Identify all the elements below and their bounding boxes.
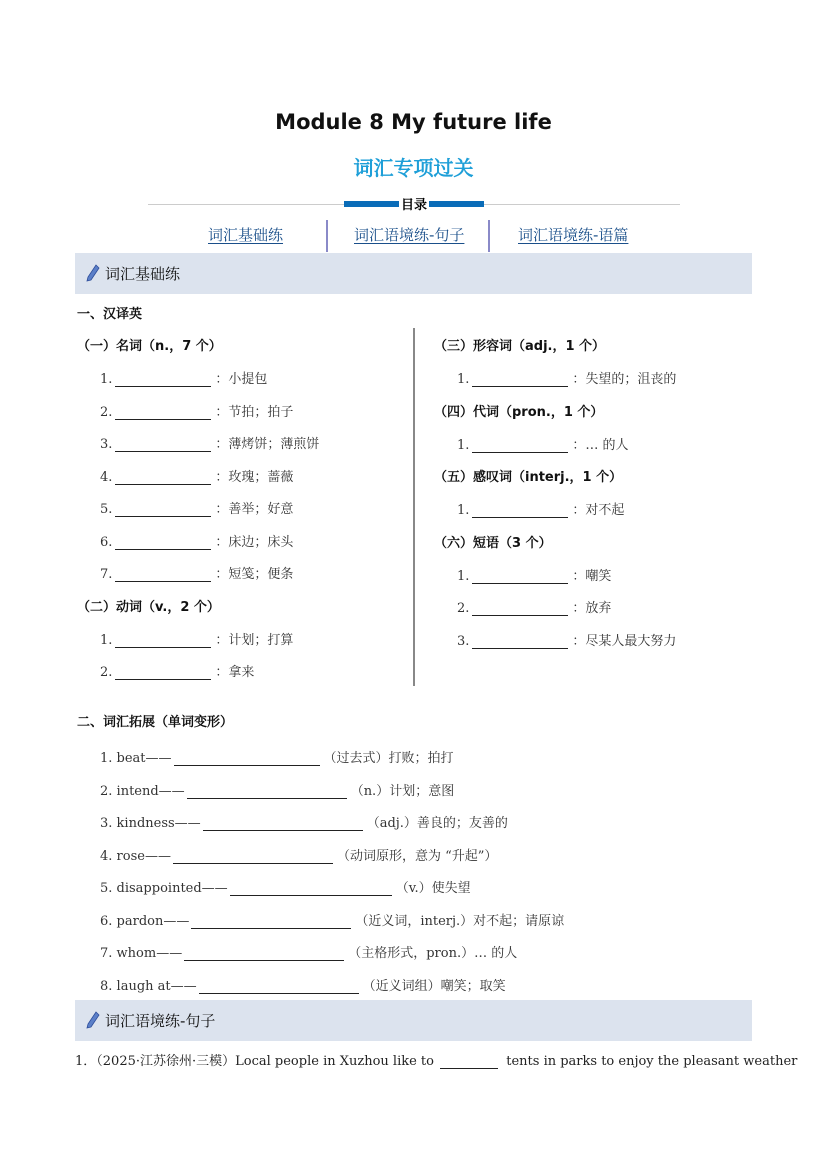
item-number: 3. xyxy=(100,437,113,452)
word-form-item xyxy=(100,845,497,864)
item-number: 3. xyxy=(457,633,470,649)
word-form-item xyxy=(100,910,564,929)
form-hint: （adj.）善良的；友善的 xyxy=(366,816,508,831)
answer-blank[interactable] xyxy=(115,372,211,387)
item-number: 7. xyxy=(100,567,113,582)
pen-icon xyxy=(86,1011,100,1029)
answer-blank[interactable] xyxy=(472,569,568,584)
colon: ： xyxy=(215,404,229,420)
answer-blank[interactable] xyxy=(230,881,392,896)
vocab-item xyxy=(100,661,254,680)
colon: ： xyxy=(215,534,229,550)
question-source: （2025·江苏徐州·三模） xyxy=(96,1054,236,1069)
category-heading: （二）动词（v.，2 个） xyxy=(77,599,220,615)
vocab-item xyxy=(100,563,293,582)
vocab-item xyxy=(100,531,293,550)
item-meaning: 失望的；沮丧的 xyxy=(585,372,677,387)
item-meaning: 对不起 xyxy=(585,503,625,518)
colon: ： xyxy=(572,503,586,518)
answer-blank[interactable] xyxy=(173,849,333,864)
answer-blank[interactable] xyxy=(440,1054,498,1069)
colon: ： xyxy=(215,469,229,485)
section-header-sentence xyxy=(75,1000,752,1041)
colon: ： xyxy=(572,601,586,616)
vocab-item xyxy=(457,368,676,387)
colon: ： xyxy=(215,437,229,452)
toc-separator xyxy=(326,220,328,252)
word-form-item xyxy=(100,812,508,831)
item-meaning: 放弃 xyxy=(585,601,612,616)
item-meaning: 计划；打算 xyxy=(228,632,294,648)
toc-bar-left xyxy=(344,201,400,207)
answer-blank[interactable] xyxy=(115,437,211,452)
vocab-item xyxy=(100,433,319,452)
answer-blank[interactable] xyxy=(115,665,211,680)
item-meaning: 小提包 xyxy=(228,372,268,387)
base-word: 4. rose—— xyxy=(100,848,171,864)
base-word: 2. intend—— xyxy=(100,783,185,799)
item-number: 1. xyxy=(100,632,113,648)
answer-blank[interactable] xyxy=(115,502,211,517)
colon: ： xyxy=(572,568,586,584)
answer-blank[interactable] xyxy=(184,946,344,961)
item-meaning: … 的人 xyxy=(585,437,629,453)
colon: ： xyxy=(572,633,586,649)
colon: ： xyxy=(215,502,229,517)
category-heading: （三）形容词（adj.，1 个） xyxy=(434,339,606,354)
form-hint: （v.）使失望 xyxy=(395,881,471,896)
word-form-item xyxy=(100,877,471,896)
item-meaning: 床边；床头 xyxy=(228,534,294,550)
document-title: Module 8 My future life xyxy=(275,110,552,134)
item-number: 1. xyxy=(457,372,470,387)
answer-blank[interactable] xyxy=(472,634,568,649)
part-heading: 一、汉译英 xyxy=(77,307,143,322)
document-subtitle: 词汇专项过关 xyxy=(353,156,474,180)
vocab-item xyxy=(100,401,293,420)
answer-blank[interactable] xyxy=(115,405,211,420)
vocab-item xyxy=(457,630,676,649)
answer-blank[interactable] xyxy=(203,816,363,831)
answer-blank[interactable] xyxy=(472,601,568,616)
item-meaning: 尽某人最大努力 xyxy=(585,633,677,649)
vocab-item xyxy=(457,597,611,616)
toc-bar-right xyxy=(428,201,484,207)
item-number: 2. xyxy=(100,404,113,420)
word-form-item xyxy=(100,975,506,994)
form-hint: （过去式）打败；拍打 xyxy=(323,751,454,766)
item-number: 1. xyxy=(457,503,470,518)
toc-link-basic[interactable]: 词汇基础练 xyxy=(208,226,284,244)
answer-blank[interactable] xyxy=(187,784,347,799)
answer-blank[interactable] xyxy=(191,914,351,929)
toc-link-passage[interactable]: 词汇语境练-语篇 xyxy=(518,226,629,244)
colon: ： xyxy=(215,372,229,387)
category-heading: （一）名词（n.，7 个） xyxy=(77,339,222,354)
part-heading: 二、词汇拓展（单词变形） xyxy=(77,715,234,730)
vocab-item xyxy=(100,498,293,517)
item-meaning: 善举；好意 xyxy=(228,502,294,517)
vocab-item xyxy=(457,499,624,518)
item-number: 1. xyxy=(457,437,470,453)
base-word: 1. beat—— xyxy=(100,751,172,766)
item-meaning: 嘲笑 xyxy=(585,568,612,584)
vocab-item xyxy=(457,565,611,584)
answer-blank[interactable] xyxy=(472,372,568,387)
base-word: 3. kindness—— xyxy=(100,816,201,831)
answer-blank[interactable] xyxy=(115,633,211,648)
item-meaning: 玫瑰；蔷薇 xyxy=(228,469,294,485)
category-heading: （六）短语（3 个） xyxy=(434,535,552,551)
toc-link-sentence[interactable]: 词汇语境练-句子 xyxy=(354,226,465,244)
colon: ： xyxy=(215,665,229,680)
colon: ： xyxy=(572,372,586,387)
question-text-before: Local people in Xuzhou like to xyxy=(235,1054,439,1069)
form-hint: （动词原形，意为 “升起”） xyxy=(336,848,498,864)
word-form-item xyxy=(100,747,454,766)
item-number: 2. xyxy=(457,601,470,616)
colon: ： xyxy=(215,632,229,648)
colon: ： xyxy=(572,437,586,453)
vocab-item xyxy=(457,434,629,453)
item-number: 1. xyxy=(457,568,470,584)
base-word: 6. pardon—— xyxy=(100,913,190,929)
answer-blank[interactable] xyxy=(115,535,211,550)
answer-blank[interactable] xyxy=(115,567,211,582)
category-heading: （五）感叹词（interj.，1 个） xyxy=(434,470,623,485)
section-header-basic xyxy=(75,253,752,294)
form-hint: （n.）计划；意图 xyxy=(350,783,455,799)
item-meaning: 节拍；拍子 xyxy=(228,404,294,420)
answer-blank[interactable] xyxy=(174,751,320,766)
item-number: 5. xyxy=(100,502,113,517)
answer-blank[interactable] xyxy=(472,503,568,518)
toc-label: 目录 xyxy=(399,194,429,213)
form-hint: （近义词，interj.）对不起；请原谅 xyxy=(355,913,565,929)
item-meaning: 拿来 xyxy=(228,665,255,680)
base-word: 5. disappointed—— xyxy=(100,881,228,896)
category-heading: （四）代词（pron.，1 个） xyxy=(434,404,604,420)
item-number: 4. xyxy=(100,469,113,485)
item-number: 6. xyxy=(100,534,113,550)
item-number: 1. xyxy=(100,372,113,387)
toc-separator xyxy=(488,220,490,252)
answer-blank[interactable] xyxy=(472,438,568,453)
item-meaning: 短笺；便条 xyxy=(228,567,294,582)
answer-blank[interactable] xyxy=(199,979,359,994)
base-word: 7. whom—— xyxy=(100,946,183,961)
form-hint: （近义词组）嘲笑；取笑 xyxy=(362,978,506,994)
pen-icon xyxy=(86,264,100,282)
form-hint: （主格形式，pron.）… 的人 xyxy=(348,946,518,961)
section-title: 词汇语境练-句子 xyxy=(105,1012,216,1030)
item-number: 2. xyxy=(100,665,113,680)
section-title: 词汇基础练 xyxy=(105,265,181,283)
question-number: 1． xyxy=(75,1054,97,1069)
base-word: 8. laugh at—— xyxy=(100,978,197,994)
vocab-item xyxy=(100,629,293,648)
item-meaning: 薄烤饼；薄煎饼 xyxy=(228,437,320,452)
answer-blank[interactable] xyxy=(115,470,211,485)
colon: ： xyxy=(215,567,229,582)
vocab-item xyxy=(100,466,293,485)
question-text-after: tents in parks to enjoy the pleasant weather xyxy=(502,1054,798,1069)
column-divider xyxy=(413,328,415,686)
word-form-item xyxy=(100,942,517,961)
word-form-item xyxy=(100,780,454,799)
vocab-item xyxy=(100,368,267,387)
question-1 xyxy=(75,1050,797,1069)
